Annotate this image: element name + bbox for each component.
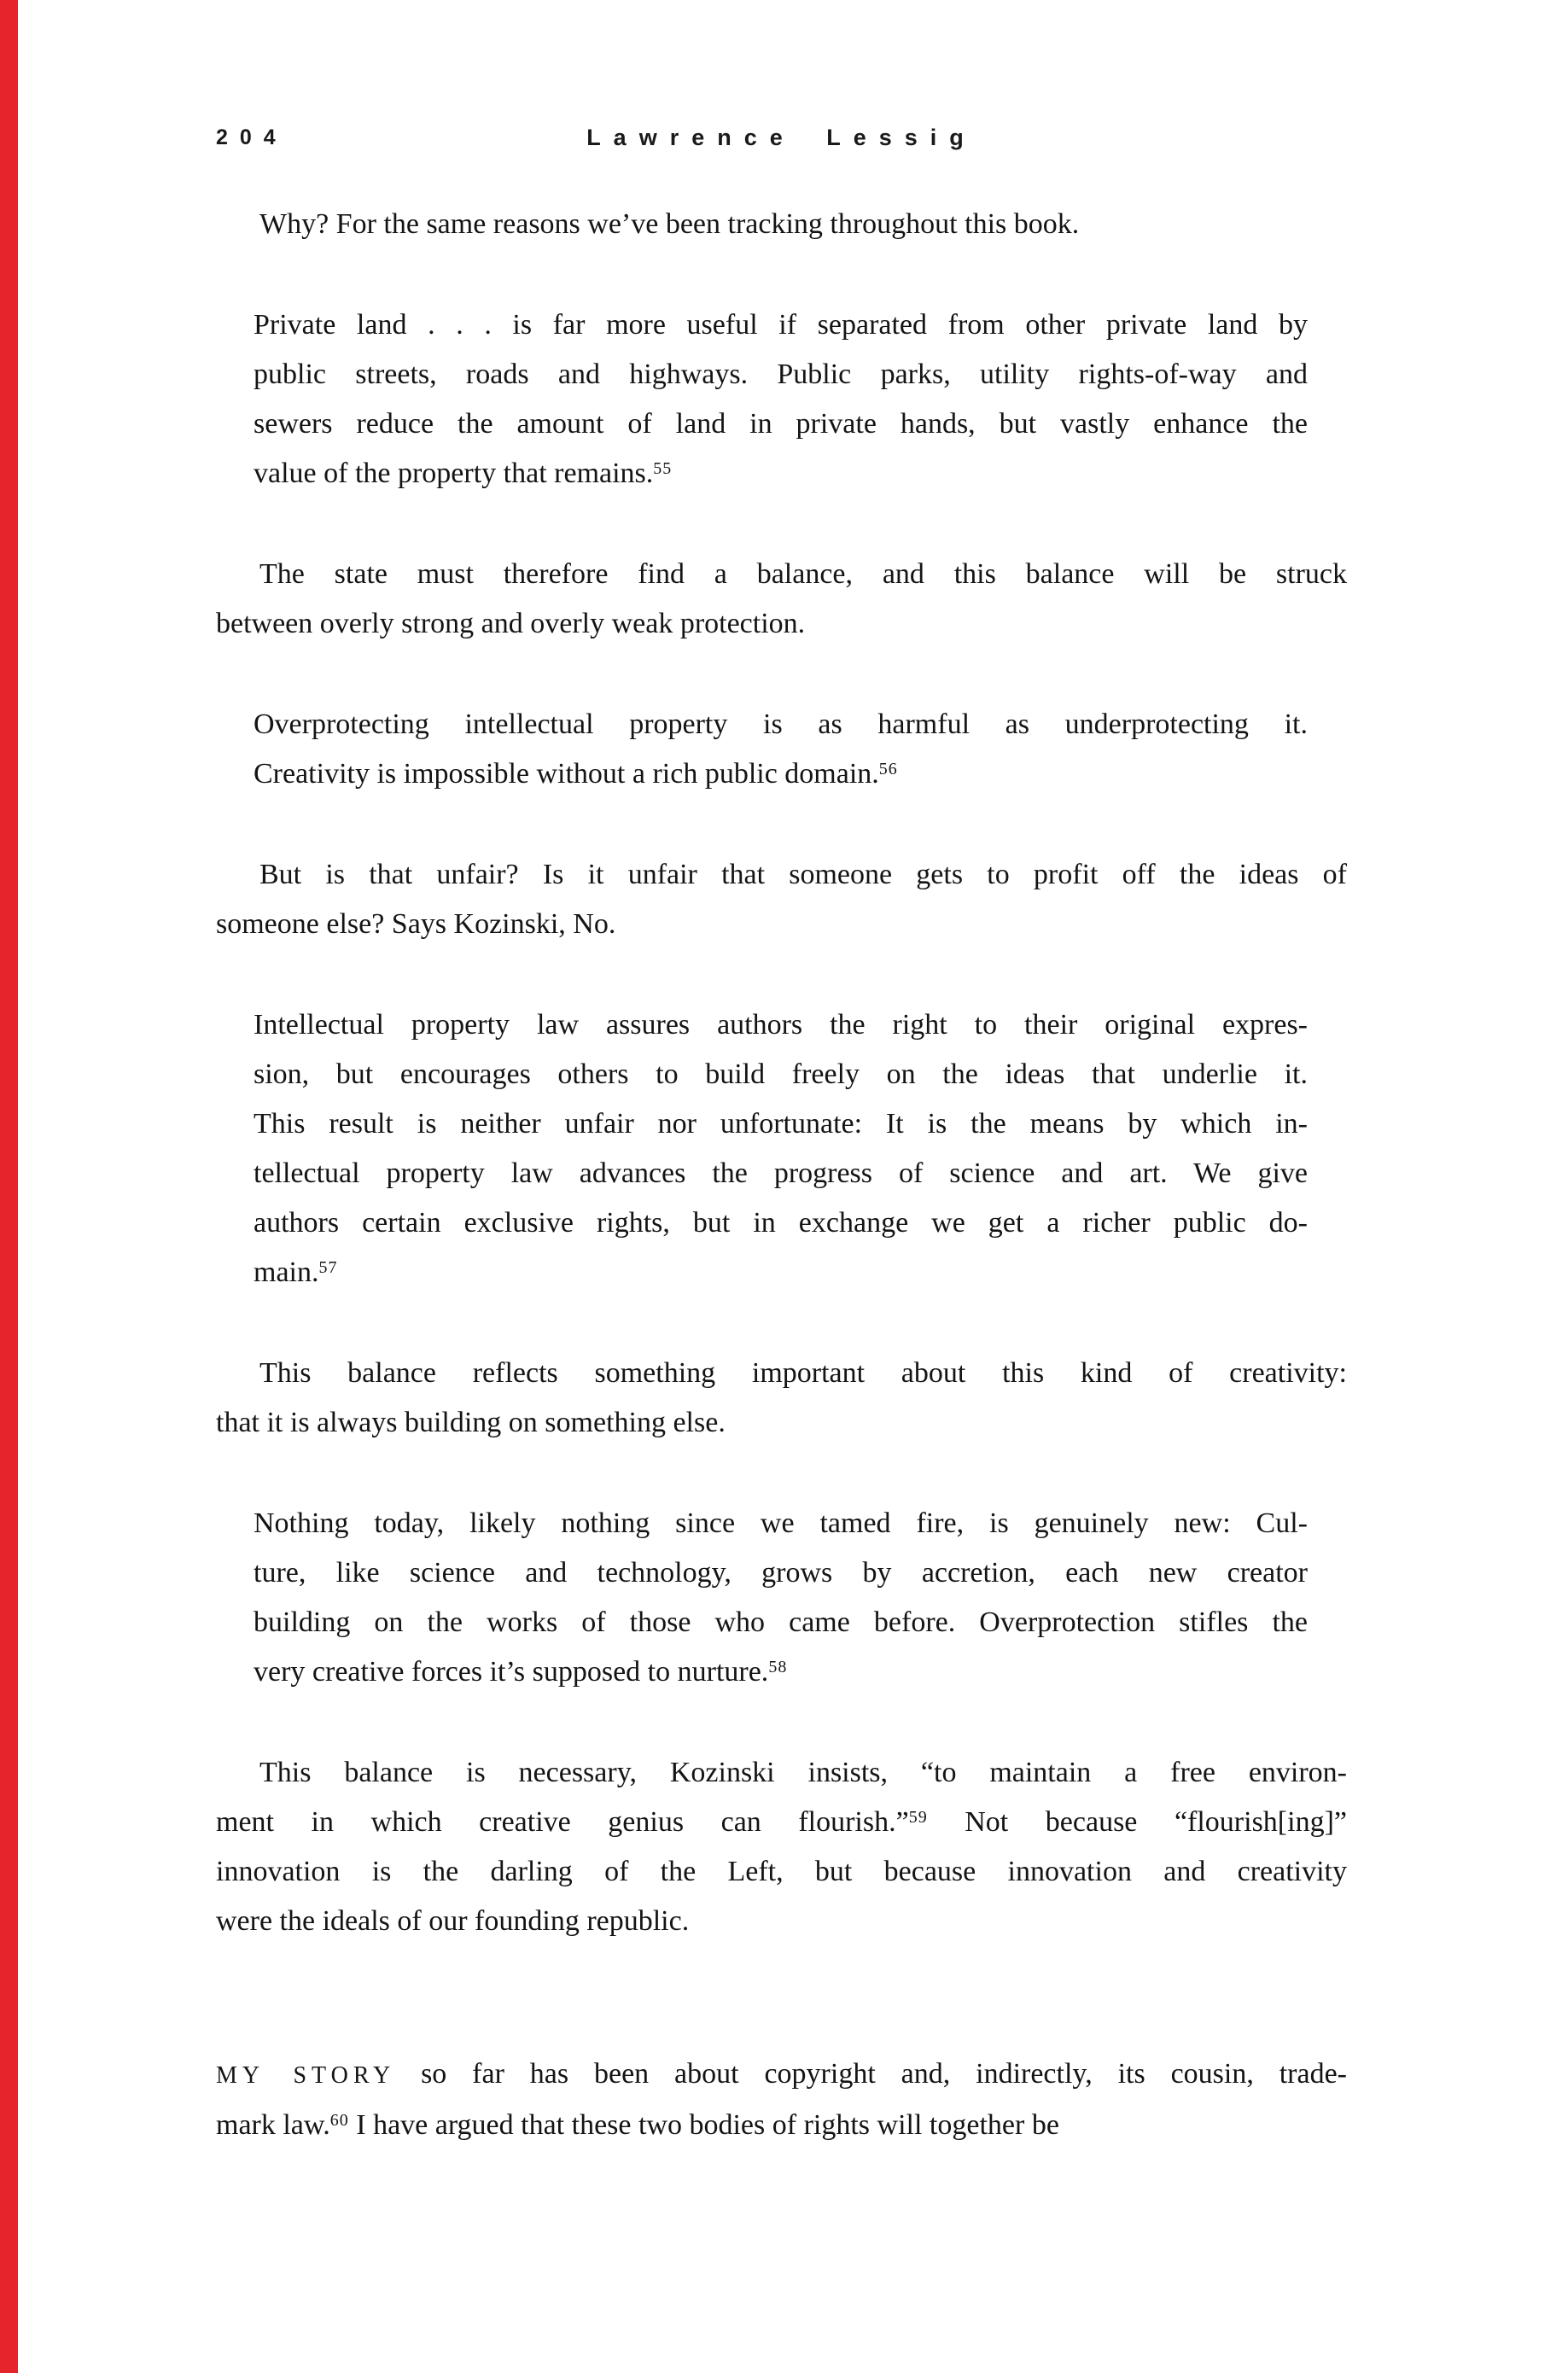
text-line: sewers reduce the amount of land in private hands, but vastly enhance the [254,408,1308,440]
text-line: Overprotecting intellectual property is as harmful as underprotecting it. [254,708,1308,740]
text-line: someone else? Says Kozinski, No. [216,908,616,940]
body-text [216,200,1347,2150]
paragraph [216,2049,1347,2150]
page-header [216,125,1347,150]
footnote-reference: 58 [768,1658,788,1676]
text-line: Private land . . . is far more useful if separated from other private land by [254,309,1308,341]
text-line: ment in which creative genius can flourish.”$^{59}$ Not because “flourish[ing]” [216,1806,1347,1838]
footnote-reference: 55 [653,459,673,478]
text-line: were the ideals of our founding republic. [216,1905,690,1937]
text-line: sion, but encourages others to build freely on the ideas that underlie it. [254,1058,1308,1090]
block-quote [254,1000,1308,1297]
text-column [216,0,1347,2150]
page-number: 204 [216,125,288,149]
paragraph [216,1349,1347,1448]
paragraph [216,550,1347,649]
text-line: But is that unfair? Is it unfair that someone gets to profit off the ideas of [259,859,1347,890]
text-line: value of the property that remains.$^{55}$ [254,458,673,489]
block-quote [254,700,1308,799]
paragraph [216,1748,1347,1946]
text-line: Nothing today, likely nothing since we tamed fire, is genuinely new: Cul- [254,1507,1308,1539]
block-quote [254,300,1308,499]
text-line: Creativity is impossible without a rich public domain.$^{56}$ [254,758,898,790]
text-line: authors certain exclusive rights, but in exchange we get a richer public do- [254,1207,1308,1239]
block-quote [254,1499,1308,1697]
paragraph [216,200,1347,249]
footnote-reference: 59 [908,1808,928,1827]
footnote-reference: 57 [318,1258,338,1277]
text-line: This balance is necessary, Kozinski insists, “to maintain a free environ- [259,1757,1347,1788]
text-line: building on the works of those who came before. Overprotection stifles the [254,1606,1308,1638]
footnote-reference: 60 [329,2111,349,2130]
text-line: main.$^{57}$ [254,1256,338,1288]
text-line: between overly strong and overly weak protection. [216,608,806,639]
text-line: very creative forces it’s supposed to nurture.$^{58}$ [254,1656,788,1688]
text-line: This result is neither unfair nor unfortunate: It is the means by which in- [254,1108,1308,1140]
text-line: MY STORY so far has been about copyright and, indirectly, its cousin, trade- [216,2058,1347,2090]
paragraph [216,850,1347,949]
scan-edge-strip [0,0,18,2373]
text-line: public streets, roads and highways. Public parks, utility rights-of-way and [254,359,1308,390]
text-line: innovation is the darling of the Left, but because innovation and creativity [216,1856,1347,1887]
text-line: tellectual property law advances the progress of science and art. We give [254,1157,1308,1189]
text-line: Why? For the same reasons we’ve been tracking throughout this book. [259,208,1080,240]
small-caps-lead: MY STORY [216,2062,396,2089]
text-line: that it is always building on something else. [216,1407,726,1438]
text-line: ture, like science and technology, grows by accretion, each new creator [254,1557,1308,1589]
text-line: Intellectual property law assures authors the right to their original expres- [254,1009,1308,1041]
text-line: This balance reflects something important about this kind of creativity: [259,1357,1347,1389]
text-line: The state must therefore find a balance, and this balance will be struck [259,558,1347,590]
footnote-reference: 56 [878,760,898,778]
text-line: mark law.$^{60}$ I have argued that these two bodies of rights will together be [216,2109,1059,2141]
running-head-author: Lawrence Lessig [586,125,976,150]
